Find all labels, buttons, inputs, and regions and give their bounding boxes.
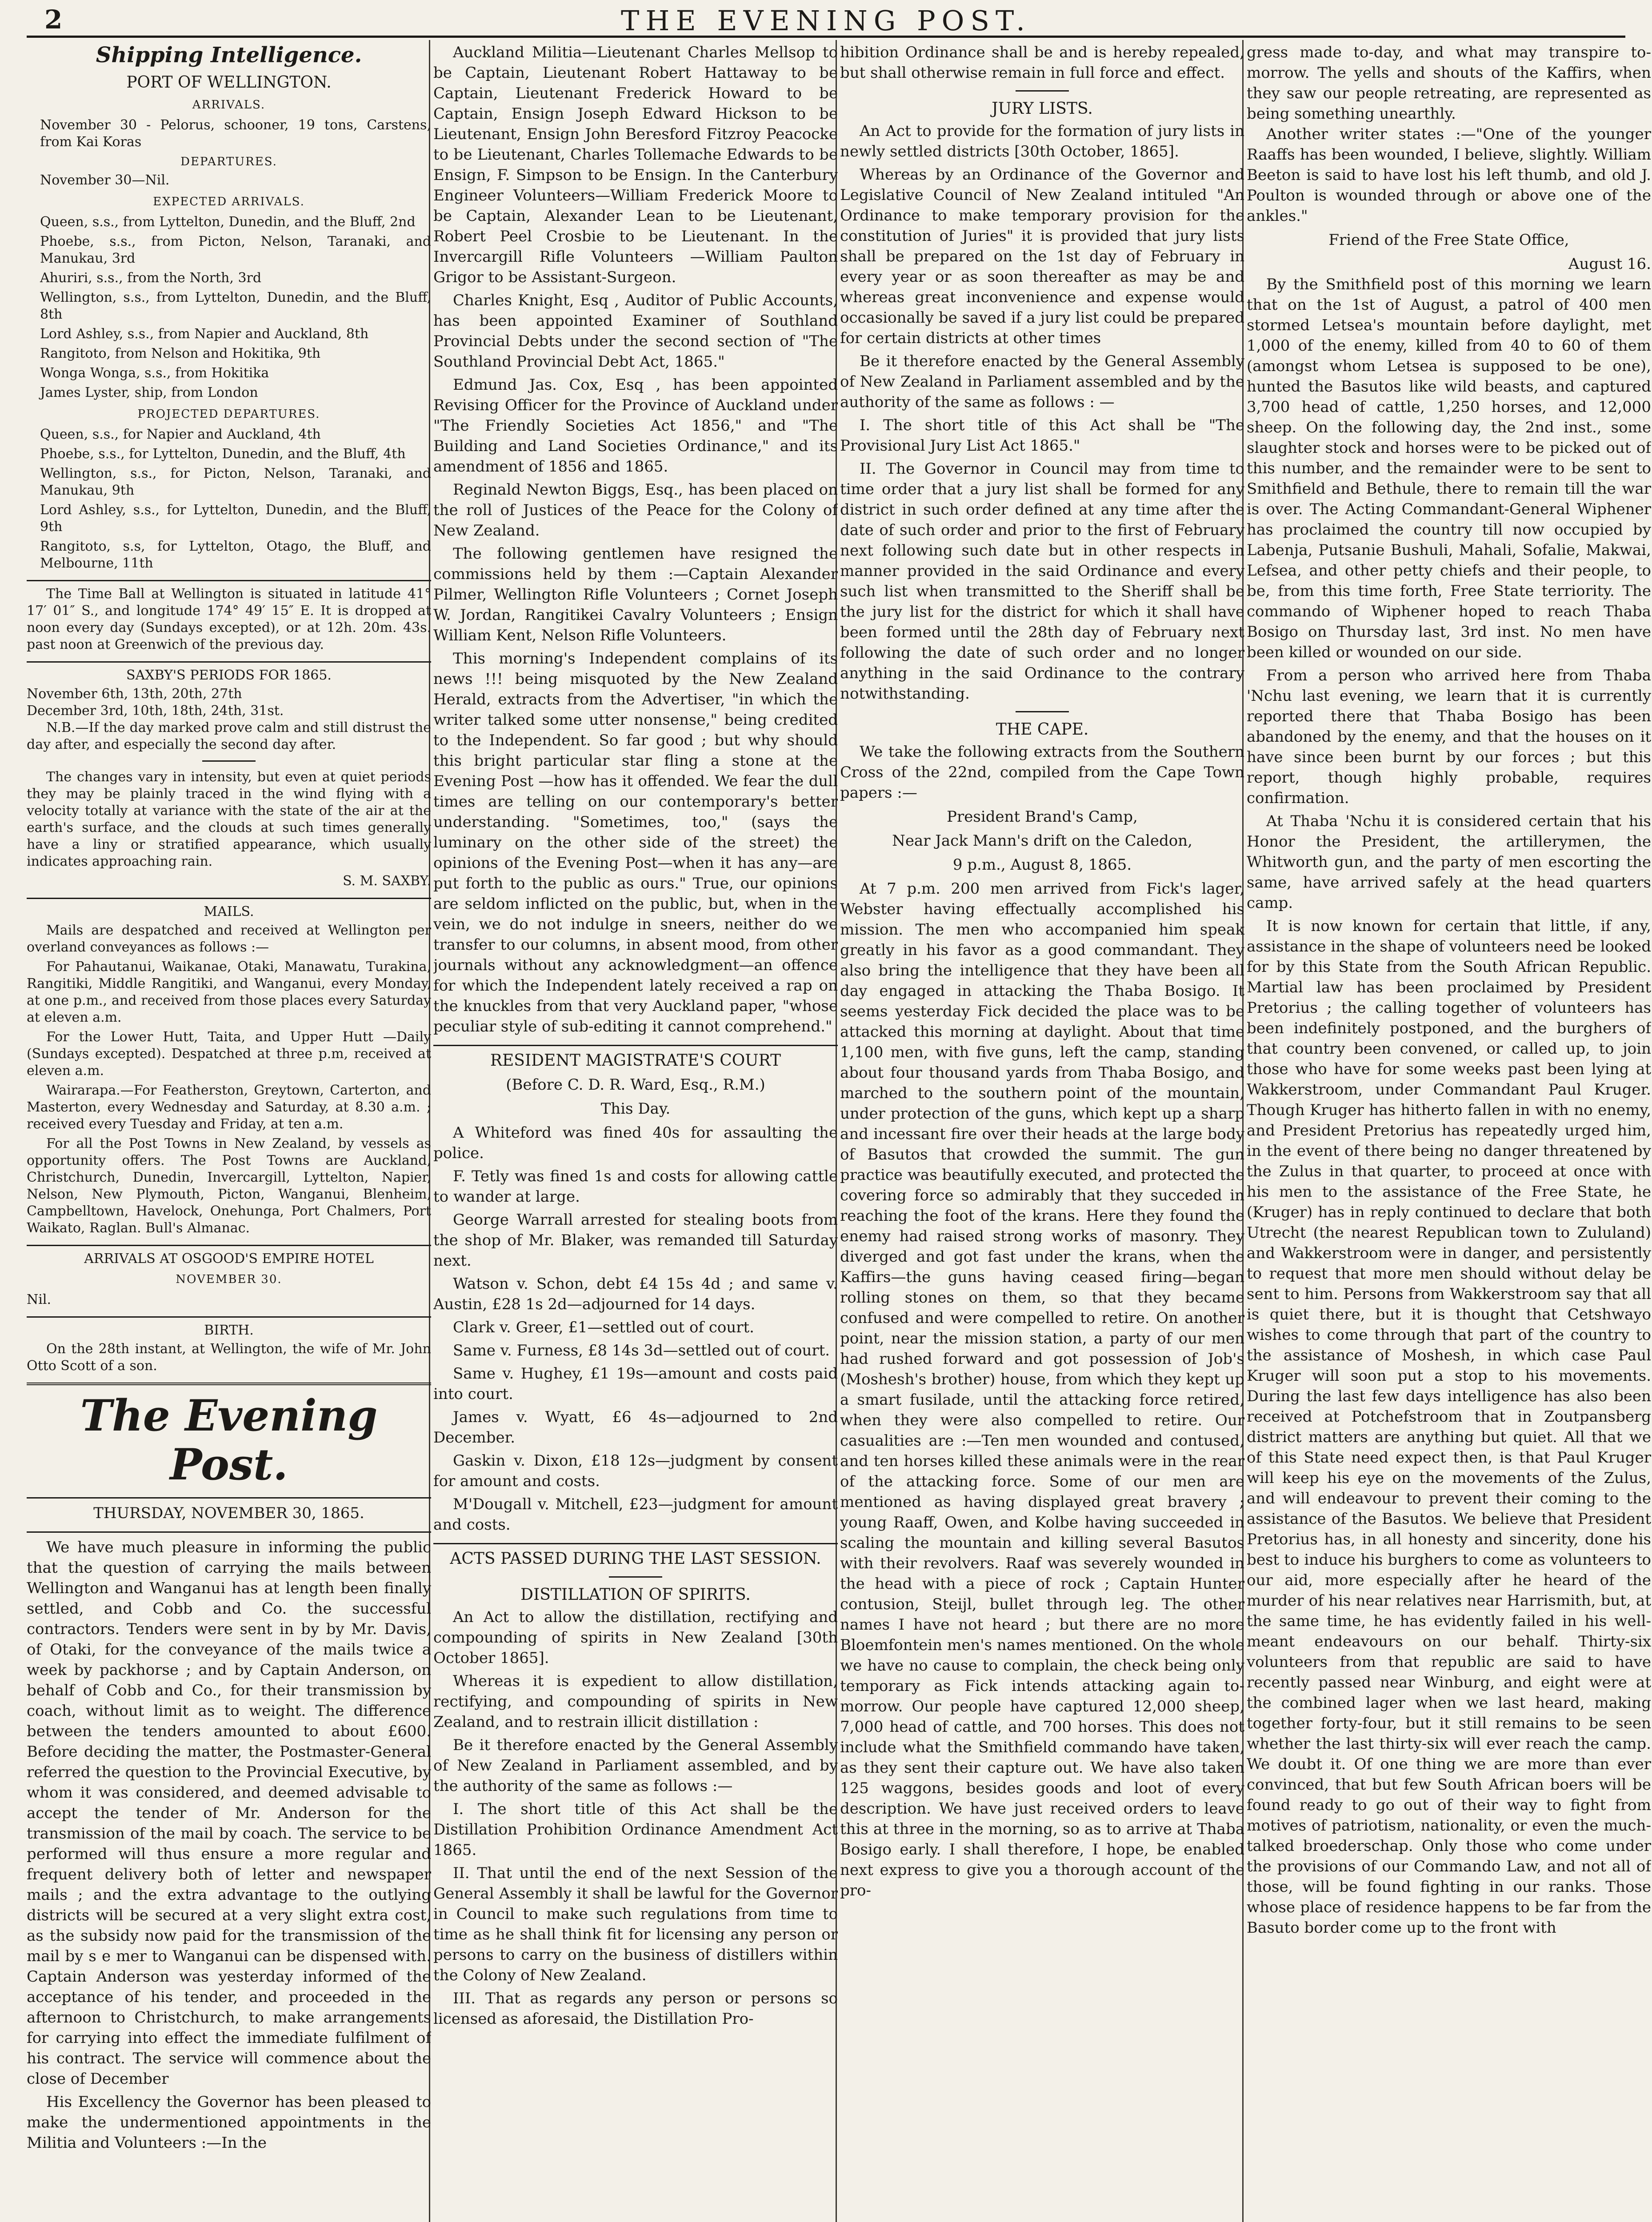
page-header bbox=[27, 4, 1625, 38]
divider bbox=[27, 580, 431, 581]
shipping-heading: Shipping Intelligence. bbox=[96, 43, 362, 68]
cape-heading: THE CAPE. bbox=[996, 720, 1089, 739]
act-paragraph: II. That until the end of the next Session of the General Assembly it shall be lawful for the Governor in Council to make such regulations from time to time as he shall think fit for licensing any person or persons to carry on the business of distillers within the Colony of New Zealand. bbox=[433, 1864, 838, 1984]
court-case: Clark v. Greer, £1—settled out of court. bbox=[453, 1319, 754, 1336]
list-item: Lord Ashley, s.s., for Lyttelton, Dunedin, and the Bluff, 9th bbox=[40, 502, 431, 535]
list-item: Queen, s.s., from Lyttelton, Dunedin, and the Bluff, 2nd bbox=[40, 214, 416, 230]
list-item: November 30—Nil. bbox=[40, 172, 170, 188]
column-3 bbox=[840, 42, 1244, 2222]
list-item: Ahuriri, s.s., from the North, 3rd bbox=[40, 270, 262, 286]
mail-route: Wairarapa.—For Featherston, Greytown, Carterton, and Masterton, every Wednesday and Saturday, at 8.30 a.m. ; received every Tuesday and Friday, at ten a.m. bbox=[27, 1083, 431, 1132]
news-paragraph: This morning's Independent complains of its news !!! being misquoted by the New Zealand Herald, extracts from the Advertiser, "in which the writer talked some utter nonsense," being credited to the Independent. So far good ; but why should this bright particular star fling a stone at the Evening Post —how has it offended. We fear the dull times are telling on our contemporary's better understanding. "Sometimes, too," (says the luminary on the other side of the street) the opinions of the Evening Post—when it has any—are put forth to the public as ours." True, our opinions are seldom inflicted on the public, but, when in the vein, we do not indulge in sneers, neither do we transfer to our columns, in absent mood, from other journals without any acknowledgment—an offence for which the Independent lately received a rap on the knuckles from that very Auckland paper, "whose peculiar style of sub-editing it cannot comprehend." bbox=[433, 650, 838, 1035]
act-paragraph: An Act to allow the distillation, rectifying and compounding of spirits in New Zealand [30th October 1865]. bbox=[433, 1608, 838, 1667]
news-paragraph: At Thaba 'Nchu it is considered certain that his Honor the President, the artillerymen, the Whitworth gun, and the party of men escorting the same, have arrived safely at the head quarters camp. bbox=[1247, 812, 1651, 912]
divider bbox=[27, 898, 431, 899]
running-title: THE EVENING POST. bbox=[621, 4, 1031, 37]
column-2 bbox=[433, 42, 838, 2222]
issue-date: THURSDAY, NOVEMBER 30, 1865. bbox=[93, 1504, 364, 1522]
court-case: George Warrall arrested for stealing boots from the shop of Mr. Blaker, was remanded till Saturday next. bbox=[433, 1211, 838, 1270]
column-1 bbox=[27, 42, 431, 2222]
port-heading: PORT OF WELLINGTON. bbox=[126, 73, 332, 92]
list-item: November 30 - Pelorus, schooner, 19 tons, Carstens, from Kai Koras bbox=[40, 117, 431, 150]
act-paragraph: I. The short title of this Act shall be the Distillation Prohibition Ordinance Amendment Act 1865. bbox=[433, 1800, 838, 1859]
dispatch-location: President Brand's Camp, bbox=[947, 808, 1138, 826]
cape-dispatch: At 7 p.m. 200 men arrived from Fick's lager, Webster having effectually accomplished his mission. The men who accompanied him speak greatly in his favor as a good commandant. They also bring the intelligence that they have been all day engaged in attacking the Thaba Bosigo. It seems yesterday Fick decided the place was to be attacked this morning at daylight. About that time 1,100 men, with five guns, left the camp, standing about four thousand yards from Thaba Bosigo, and marched to the southern point of the mountain, under protection of the guns, which kept up a sharp and incessant fire over their heads at the large body of Basutos that crowded the summit. The gun practice was beautifully executed, and protected the covering force so admirably that they succeded in reaching the foot of the krans. Here they found the enemy had raised strong works of masonry. They diverged and got fast under the krans, when the Kaffirs—the guns having ceased firing—began rolling stones on them, so that they became confused and were compelled to retire. On another point, near the mission station, a party of our men had rushed forward and got possession of Job's (Moshesh's brother) house, from which they kept up a smart fusilade, until the attacking force retired, when they were also compelled to retire. Our casualities are :—Ten men wounded and contused, and ten horses killed these animals were in the rear of the attacking force. Some of our men are mentioned as having displayed great bravery ; young Raaff, Owen, and Kolbe having succeeded in scaling the mountain and killing several Basutos with their revolvers. Raaf was severely wounded in the head with a piece of rock ; Captain Hunter contusion, Steijl, bullet through leg. The other names I have not heard ; but there are no more Bloemfontein men's names mentioned. On the whole we have no cause to complain, the check being only temporary as Fick intends attacking again to-morrow. Our people have captured 12,000 sheep, 7,000 head of cattle, and 700 horses. This does not include what the Smithfield commando have taken, as they sent their capture out. We have also taken 125 waggons, besides goods and loot of every description. We have just received orders to leave this at three in the morning, so as to arrive at Thaba Bosigo early. I shall therefore, I hope, be enabled next express to give you a thorough account of the pro- bbox=[840, 880, 1244, 1899]
editorial-paragraph: We have much pleasure in informing the public that the question of carrying the mails between Wellington and Wanganui has at length been finally settled, and Cobb and Co. the successful contractors. Tenders were sent in by by Mr. Davis, of Otaki, for the conveyance of the mails twice a week by packhorse ; and by Captain Anderson, on behalf of Cobb and Co., for their transmission by coach, without limit as to weight. The difference between the tenders amounted to about £600. Before deciding the matter, the Postmaster-General referred the question to the Provincial Executive, by whom it was considered, and deemed advisable to accept the tender of Mr. Anderson for the transmission of the mail by coach. The service to be performed will thus ensure a more regular and frequent delivery both of letter and newspaper mails ; and the extra advantage to the outlying districts will be secured at a very slight extra cost, as the subsidy now paid for the transmission of the mail by s e mer to Wanganui can be dispensed with. Captain Anderson was yesterday informed of the acceptance of his tender, and proceeded in the afternoon to Christchurch, to make arrangements for carrying into effect the immediate fulfilment of his contract. The service will commence about the close of December bbox=[27, 1539, 431, 2088]
divider bbox=[1016, 90, 1069, 92]
mails-intro: Mails are despatched and received at Wellington per overland conveyances as follows :— bbox=[27, 923, 431, 955]
column-4 bbox=[1247, 42, 1651, 2222]
editorial-paragraph: His Excellency the Governor has been pleased to make the undermentioned appointments in the Militia and Volunteers :—In the bbox=[27, 2093, 431, 2152]
mail-route: For all the Post Towns in New Zealand, by vessels as opportunity offers. The Post Towns are Auckland, Christchurch, Dunedin, Invercargill, Lyttelton, Napier, Nelson, New Plymouth, Picton, Wanganui, Blenheim, Campbelltown, Havelock, Onehunga, Port Chalmers, Port Waikato, Raglan. Bull's Almanac. bbox=[27, 1136, 431, 1236]
list-item: Rangitoto, from Nelson and Hokitika, 9th bbox=[40, 346, 321, 361]
act-paragraph: Whereas it is expedient to allow distillation, rectifying, and compounding of spirits in New Zealand, and to restrain illicit distillation : bbox=[433, 1672, 838, 1731]
news-paragraph: gress made to-day, and what may transpire to-morrow. The yells and shouts of the Kaffirs, when they saw our people retreating, are represented as being something unearthly. bbox=[1247, 44, 1651, 123]
saxby-signature: S. M. SAXBY. bbox=[343, 873, 431, 889]
court-case: James v. Wyatt, £6 4s—adjourned to 2nd December. bbox=[433, 1408, 838, 1447]
court-case: Same v. Hughey, £1 19s—amount and costs paid into court. bbox=[433, 1365, 838, 1403]
projected-label: PROJECTED DEPARTURES. bbox=[137, 408, 320, 421]
jury-heading: JURY LISTS. bbox=[992, 100, 1093, 118]
act-paragraph: I. The short title of this Act shall be "The Provisional Jury List Act 1865." bbox=[840, 416, 1244, 455]
mail-route: For the Lower Hutt, Taita, and Upper Hutt —Daily (Sundays excepted). Despatched at three p.m, received at eleven a.m. bbox=[27, 1029, 431, 1079]
act-paragraph: Whereas by an Ordinance of the Governor and Legislative Council of New Zealand intituled "An Ordinance to make temporary provision for the constitution of Juries" it is provided that jury lists shall be prepared on the 1st day of February in every year or as soon thereafter as may be and whereas great inconvenience and expense would occasionally be saved if a jury list could be prepared for certain districts at other times bbox=[840, 166, 1244, 347]
news-paragraph: The following gentlemen have resigned the commissions held by them :—Captain Alexander Pilmer, Wellington Rifle Volunteers ; Cornet Joseph W. Jordan, Rangitikei Cavalry Volunteers ; Ensign William Kent, Nelson Rifle Volunteers. bbox=[433, 545, 838, 644]
saxby-dates: November 6th, 13th, 20th, 27th bbox=[27, 686, 242, 702]
court-case: A Whiteford was fined 40s for assaulting the police. bbox=[433, 1124, 838, 1162]
divider bbox=[27, 1531, 431, 1533]
dispatch-date: August 16. bbox=[1568, 255, 1651, 273]
divider bbox=[27, 1245, 431, 1246]
divider bbox=[609, 1576, 662, 1578]
mails-heading: MAILS. bbox=[204, 904, 254, 919]
news-paragraph: Another writer states :—"One of the younger Raaffs has been wounded, I believe, slightly. William Beeton is said to have lost his left thumb, and old J. Poulton is wounded through or above one of the ankles." bbox=[1247, 125, 1651, 225]
saxby-body: The changes vary in intensity, but even at quiet periods they may be plainly traced in the wind flying with a velocity totally at variance with the state of the air at the earth's surface, and the clouds at such times generally have a liny or stratified appearance, which usually indicates approaching rain. bbox=[27, 769, 431, 869]
court-heading: RESIDENT MAGISTRATE'S COURT bbox=[490, 1051, 781, 1070]
mail-route: For Pahautanui, Waikanae, Otaki, Manawatu, Turakina, Rangitiki, Middle Rangitiki, and Wanganui, every Monday, at one p.m., and received from those places every Saturday at eleven a.m. bbox=[27, 959, 431, 1025]
page-number: 2 bbox=[44, 4, 63, 35]
news-paragraph: It is now known for certain that little, if any, assistance in the shape of volunteers need be looked for by this State from the South African Republic. Martial law has been proclaimed by President Pretorius ; the calling together of volunteers has been indefinitely postponed, and the burghers of that country been convened, or called up, to join those who have for some weeks past been lying at Wakkerstroom, under Commandant Paul Kruger. Though Kruger has hitherto fallen in with no enemy, and President Pretorius has repeatedly urged him, in the event of there being no danger threatened by the Zulus in that quarter, to proceed at once with his men to the assistance of the Free State, he (Kruger) has in reply continued to declare that both Utrecht (the nearest Republican town to Zululand) and Wakkerstroom were in danger, and persistently to request that more men should without delay be sent to him. Persons from Wakkerstroom say that all is quiet there, but it is thought that Cetshwayo wishes to come through that part of the country to the assistance of Moshesh, in which case Paul Kruger will soon put a stop to his movements. During the last few days intelligence has also been received at Potchefstroom that in Zoutpansberg district matters are anything but quiet. All that we of this State need expect then, is that Paul Kruger will keep his eye on the movements of the Zulus, and will endeavour to prevent their coming to the assistance of the Basutos. We believe that President Pretorius has, in all honesty and sincerity, done his best to induce his burghers to come as volunteers to our aid, more especially after he heard of the murder of his near relatives near Harrismith, but, at the same time, he has evidently failed in his well-meant endeavours on our behalf. Thirty-six volunteers from that republic are said to have recently passed near Winburg, and eight were at the combined lager when we last heard, making together forty-four, but it still remains to be seen whether the last thirty-six will ever reach the camp. We doubt it. Of one thing we are more than ever convinced, that but few South African boers will be found ready to go out of their way to fight from motives of patriotism, nationality, or even the much-talked broederschap. Only those who come under the provisions of our Commando Law, and not all of those, will be found fighting in our ranks. Those whose place of residence happens to be far from the Basuto border come up to the front with bbox=[1247, 917, 1651, 1937]
news-paragraph: Edmund Jas. Cox, Esq , has been appointed Revising Officer for the Province of Auckland under "The Friendly Societies Act 1856," and "The Building and Land Societies Ordinance," and its amendment of 1856 and 1865. bbox=[433, 376, 838, 476]
divider bbox=[27, 1316, 431, 1318]
arrivals-list bbox=[27, 117, 431, 189]
expected-list bbox=[27, 214, 431, 401]
divider bbox=[27, 1383, 431, 1385]
saxby-heading: SAXBY'S PERIODS FOR 1865. bbox=[126, 667, 332, 683]
list-item: Phoebe, s.s., from Picton, Nelson, Taranaki, and Manukau, 3rd bbox=[40, 234, 431, 266]
act-paragraph: III. That as regards any person or persons so licensed as aforesaid, the Distillation Pro- bbox=[433, 1990, 838, 2028]
list-item: James Lyster, ship, from London bbox=[40, 385, 258, 400]
news-paragraph: From a person who arrived here from Thaba 'Nchu last evening, we learn that it is currently reported there that Thaba Bosigo has been abandoned by the enemy, and that the houses on it have since been burnt by our forces ; but this report, though highly probable, requires confirmation. bbox=[1247, 667, 1651, 807]
masthead-title: The Evening Post. bbox=[80, 1391, 378, 1490]
arrivals-label: ARRIVALS. bbox=[192, 98, 266, 112]
cape-intro: We take the following extracts from the Southern Cross of the 22nd, compiled from the Cape Town papers :— bbox=[840, 743, 1244, 802]
time-ball-notice: The Time Ball at Wellington is situated in latitude 41° 17′ 01″ S., and longitude 174° 49′ 15″ E. It is dropped at noon every day (Sundays excepted), or at 12h. 20m. 43s. past noon at Greenwich of the previous day. bbox=[27, 586, 431, 652]
court-case: F. Tetly was fined 1s and costs for allowing cattle to wander at large. bbox=[433, 1167, 838, 1206]
expected-label: EXPECTED ARRIVALS. bbox=[153, 195, 305, 208]
hotel-arrivals-nil: Nil. bbox=[27, 1292, 51, 1307]
divider bbox=[1016, 711, 1069, 712]
birth-notice: On the 28th instant, at Wellington, the wife of Mr. John Otto Scott of a son. bbox=[27, 1341, 431, 1374]
dispatch-time: 9 p.m., August 8, 1865. bbox=[952, 856, 1132, 874]
divider bbox=[27, 661, 431, 663]
saxby-note: N.B.—If the day marked prove calm and still distrust the day after, and especially the second day after. bbox=[27, 720, 431, 752]
distillation-heading: DISTILLATION OF SPIRITS. bbox=[520, 1586, 751, 1604]
news-paragraph: Auckland Militia—Lieutenant Charles Mellsop to be Captain, Lieutenant Robert Hattaway to be Captain, Lieutenant Frederick Howard to be Captain, Ensign Joseph Edward Hickson to be Lieutenant, Ensign John Beresford Fitzroy Peacocke to be Lieutenant, Charles Tollemache Edwards to be Ensign, F. Simpson to be Ensign. In the Canterbury Engineer Volunteers—William Frederick Moore to be Captain, Alexander Lean to be Lieutenant, Robert Peel Crosbie to be Lieutenant. In the Invercargill Rifle Volunteers —William Paulton Grigor to be Assistant-Surgeon. bbox=[433, 44, 838, 286]
dispatch-location: Near Jack Mann's drift on the Caledon, bbox=[892, 832, 1192, 850]
act-paragraph: An Act to provide for the formation of jury lists in newly settled districts [30th October, 1865]. bbox=[840, 122, 1244, 160]
court-case: Watson v. Schon, debt £4 15s 4d ; and same v. Austin, £28 1s 2d—adjourned for 14 days. bbox=[433, 1275, 838, 1313]
act-continuation: hibition Ordinance shall be and is hereby repealed, but shall otherwise remain in full force and effect. bbox=[840, 44, 1244, 82]
list-item: Queen, s.s., for Napier and Auckland, 4th bbox=[40, 427, 321, 442]
divider bbox=[433, 1543, 838, 1544]
news-paragraph: Charles Knight, Esq , Auditor of Public Accounts, has been appointed Examiner of Southland Provincial Debts under the second section of "The Southland Provincial Debt Act, 1865." bbox=[433, 292, 838, 371]
divider bbox=[27, 1497, 431, 1499]
list-item: Wonga Wonga, s.s., from Hokitika bbox=[40, 365, 269, 381]
list-item: Wellington, s.s., for Picton, Nelson, Taranaki, and Manukau, 9th bbox=[40, 466, 431, 498]
act-paragraph: II. The Governor in Council may from time to time order that a jury list shall be formed for any district in such order defined at any time after the date of such order and prior to the first of February next following such date but in other respects in manner provided in the said Ordinance and every such list when transmitted to the Sheriff shall be the jury list for the district for which it shall have been formed until the 28th day of February next following the date of such order and no longer anything in the said Ordinance to the contrary notwithstanding. bbox=[840, 460, 1244, 703]
birth-heading: BIRTH. bbox=[204, 1323, 254, 1338]
act-paragraph: Be it therefore enacted by the General Assembly of New Zealand in Parliament assembled and by the authority of the same as follows : — bbox=[840, 352, 1244, 411]
divider bbox=[433, 1045, 838, 1046]
dispatch-source: Friend of the Free State Office, bbox=[1328, 231, 1569, 249]
saxby-dates: December 3rd, 10th, 18th, 24th, 31st. bbox=[27, 703, 284, 719]
hotel-arrivals-heading: ARRIVALS AT OSGOOD'S EMPIRE HOTEL bbox=[84, 1251, 374, 1267]
departures-label: DEPARTURES. bbox=[180, 155, 277, 168]
list-item: Rangitoto, s.s, for Lyttelton, Otago, the Bluff, and Melbourne, 11th bbox=[40, 539, 431, 571]
act-paragraph: Be it therefore enacted by the General Assembly of New Zealand in Parliament assembled, and by the authority of the same as follows :— bbox=[433, 1736, 838, 1795]
list-item: Lord Ashley, s.s., from Napier and Auckland, 8th bbox=[40, 326, 369, 342]
news-paragraph: By the Smithfield post of this morning we learn that on the 1st of August, a patrol of 400 men stormed Letsea's mountain before daylight, met 1,000 of the enemy, killed from 40 to 60 of them (amongst whom Letsea is supposed to be one), hunted the Basutos like wild beasts, and captured 3,700 head of cattle, 1,250 horses, and 12,000 sheep. On the following day, the 2nd inst., some slaughter stock and horses were to be picked out of this number, and the remainder were to be sent to Smithfield and Bethule, there to remain till the war is over. The Acting Commandant-General Wiphener has proclaimed the country till now occupied by Labenja, Putsanie Bushuli, Mahali, Sofalie, Makwai, Lefsea, and other petty chiefs and their people, to be, from this time forth, Free State terriority. The commando of Wiphener hoped to reach Thaba Bosigo on Thursday last, 3rd inst. No men have been killed or wounded on our side. bbox=[1247, 276, 1651, 661]
hotel-arrivals-date: NOVEMBER 30. bbox=[176, 1273, 282, 1286]
list-item: Wellington, s.s., from Lyttelton, Dunedin, and the Bluff, 8th bbox=[40, 290, 431, 322]
news-paragraph: Reginald Newton Biggs, Esq., has been placed on the roll of Justices of the Peace for the Colony of New Zealand. bbox=[433, 481, 838, 540]
court-day: This Day. bbox=[600, 1100, 671, 1118]
court-subheading: (Before C. D. R. Ward, Esq., R.M.) bbox=[506, 1076, 765, 1094]
projected-list bbox=[27, 426, 431, 572]
list-item: Phoebe, s.s., for Lyttelton, Dunedin, and the Bluff, 4th bbox=[40, 446, 406, 462]
acts-heading: ACTS PASSED DURING THE LAST SESSION. bbox=[450, 1550, 821, 1568]
divider bbox=[202, 760, 256, 762]
court-case: Gaskin v. Dixon, £18 12s—judgment by consent for amount and costs. bbox=[433, 1452, 838, 1490]
court-case: Same v. Furness, £8 14s 3d—settled out of court. bbox=[453, 1342, 830, 1359]
court-case: M'Dougall v. Mitchell, £23—judgment for amount and costs. bbox=[433, 1495, 838, 1534]
